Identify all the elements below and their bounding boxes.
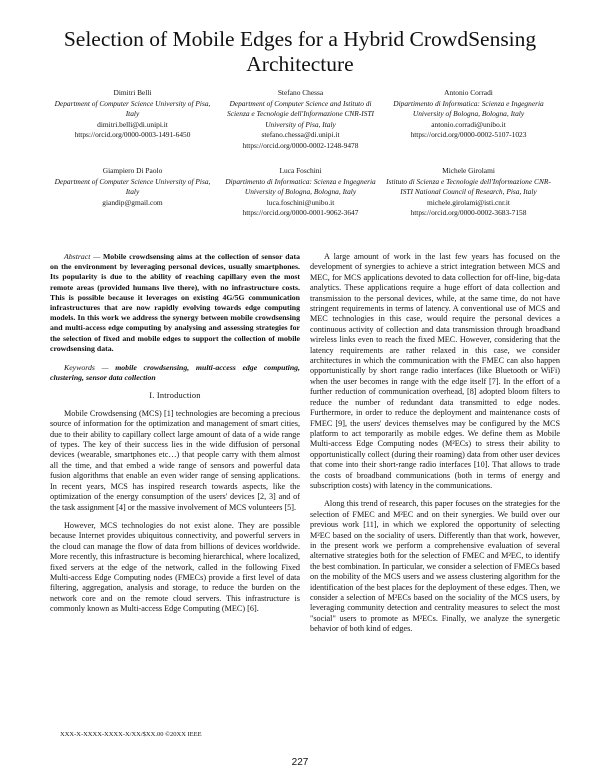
author-email: giandip@gmail.com (102, 197, 163, 207)
section-heading: I. Introduction (149, 391, 201, 401)
paper-title: Selection of Mobile Edges for a Hybrid CrowdSensing Architecture (63, 27, 537, 76)
author-name: Dimitri Belli (113, 88, 152, 97)
author-orcid: https://orcid.org/0000-0002-3683-7158 (410, 208, 527, 218)
author-name: Giampiero Di Paolo (102, 166, 163, 175)
author-block (218, 166, 383, 219)
author-email: luca.foschini@unibo.it (266, 197, 335, 207)
author-email: dimitri.belli@di.unipi.it (97, 119, 168, 129)
page-number: 227 (291, 757, 309, 768)
author-name: Stefano Chessa (277, 88, 324, 97)
author-affiliation: Department of Computer Science and Istituto di Scienza e Tecnologie dell'Informazione CNR-ISTI University of Pisa, Italy (226, 98, 375, 129)
author-name: Luca Foschini (279, 166, 322, 175)
left-column (50, 252, 300, 623)
right-column (310, 252, 560, 643)
body-paragraph: However, MCS technologies do not exist alone. They are possible because Internet provides ubiquitous connectivity, and powerful servers in the cloud can manage the flow of data from billions of devices worldwide. More recently, this infrastructure is becoming hierarchical, where localized, fixed servers at the edge of the network, called in the following Fixed Multi-access Edge Computing nodes (FMECs) provide a first level of data filtering, aggregation, analysis and storage, to reduce the burden on the network core and on the remote cloud servers. This infrastructure is commonly known as Multi-access Edge Computing (MEC) [6]. (50, 520, 300, 614)
author-block (50, 88, 215, 141)
author-block (386, 88, 551, 141)
author-affiliation: Dipartimento di Informatica: Scienza e Ingegneria University of Bologna, Bologna, Italy (393, 98, 544, 119)
author-affiliation: Department of Computer Science University of Pisa, Italy (54, 98, 211, 119)
author-name: Michele Girolami (442, 166, 495, 175)
author-orcid: https://orcid.org/0000-0002-5107-1023 (410, 130, 527, 140)
copyright-footer: XXX-X-XXXX-XXXX-X/XX/$XX.00 ©20XX IEEE (60, 731, 202, 738)
body-paragraph: Along this trend of research, this paper focuses on the strategies for the selection of FMEC and M²EC and on their synergies. We build over our previous work [11], in which we explored the opportunity of selecting M²EC based on the sociality of users. Differently than that work, however, in the present work we perform a comprehensive evaluation of several alternative strategies both for the selection of FMEC and M²EC, to identify the best combination. In particular, we consider a selection of FMECs based on the mobility of the MCS users and we assess clustering algorithm for the identification of the best places for the deployment of these edges. Then, we consider a selection of M²ECs based on the sociality of the MCS users, by leveraging community detection and centrality measures to select the most "social" users to promote as M²ECs. Finally, we analyze the synergetic behavior of both kind of edges. (310, 499, 560, 634)
keywords-text: mobile crowdsensing, multi-access edge computing, clustering, sensor data collection (50, 363, 301, 383)
author-email: stefano.chessa@di.unipi.it (261, 130, 340, 140)
author-orcid: https://orcid.org/0000-0001-9062-3647 (242, 208, 359, 218)
keywords (50, 363, 300, 383)
author-orcid: https://orcid.org/0000-0003-1491-6450 (74, 130, 191, 140)
abstract-text: Mobile crowdsensing aims at the collection of sensor data on the environment by leveraging personal devices, usually smartphones. Its popularity is due to the ability of reaching capillary even the most remote areas (provided humans live there), with no infrastructure costs. This is possible because it leverages on existing 4G/5G communication infrastructures that are now rapidly evolving towards edge computing models. In this work we address the synergy between mobile crowdsensing and multi-access edge computing by analysing and assessing strategies for the selection of fixed and mobile edges to support the collection of mobile crowdsensing data. (50, 252, 300, 353)
body-paragraph: Mobile Crowdsensing (MCS) [1] technologies are becoming a precious source of information for the optimization and management of smart cities, due to their ability to capillary collect large amount of data of a wide range of types. The key of their success lies in the wide diffusion of personal devices (wearable, smartphones etc…) that people carry with them almost all the time, and that embed a wide range of sensors and powerful data fusion algorithms that enable an even wider range of sensing applications. In recent years, MCS has inspired research towards aspects, like the optimization of the energy consumption of the users' devices [2, 3] and of the task assignment [4] or the massive involvement of MCS volunteers [5]. (50, 408, 300, 512)
author-affiliation: Istituto di Scienza e Tecnologie dell'Informazione CNR-ISTI National Council of Research, Pisa, Italy (386, 176, 551, 197)
keywords-label: Keywords — (64, 363, 109, 373)
author-block (50, 166, 215, 208)
author-block (386, 166, 551, 219)
abstract (50, 252, 300, 354)
abstract-label: Abstract — (64, 252, 101, 261)
author-orcid: https://orcid.org/0000-0002-1248-9478 (242, 140, 359, 150)
author-name: Antonio Corradi (444, 88, 493, 97)
author-block (218, 88, 383, 152)
author-affiliation: Department of Computer Science University of Pisa, Italy (54, 176, 211, 197)
body-paragraph: A large amount of work in the last few years has focused on the development of synergies to achieve a strict integration between MCS and MEC, for MCS applications devoted to data collection for off-line, big-data analytics. These applications require a huge effort of data collection and transmission to the personal devices, while, at the same time, do not have stringent requirements in terms of latency. A conventional use of MCS and MEC technologies in this case, would require the personal devices a continuous activity of collection and data transmission through broadband wireless links even to reach the fixed MEC. However, considering that the latency requirements are rather relaxed in this case, we consider architectures in which the communication with the FMEC can also happen opportunistically by short range radio interfaces (like Bluetooth or WiFi) when the user becomes in range with the edge itself [7]. In the effort of a further reduction of communication overhead, [8] adopted bloom filters to reduce the number of redundant data transmitted to edge nodes. Furthermore, in order to reduce the deployment and maintenance costs of FMEC [9], the users' devices themselves may be configured by the MCS platform to act temporarily as mobile edges. We define them as Mobile Multi-access Edge Computing nodes (M²ECs) to stress their ability to opportunistically collect (during their roaming) data from other user devices that come into their short-range radio interfaces [10]. That allows to trade the costs of broadband communications (both in terms of energy and subscription costs) with latency in the communications. (310, 252, 560, 490)
author-email: antonio.corradi@unibo.it (431, 119, 506, 129)
author-affiliation: Dipartimento di Informatica: Scienza e Ingegneria University of Bologna, Bologna, Italy (225, 176, 376, 197)
author-email: michele.girolami@isti.cnr.it (427, 197, 510, 207)
